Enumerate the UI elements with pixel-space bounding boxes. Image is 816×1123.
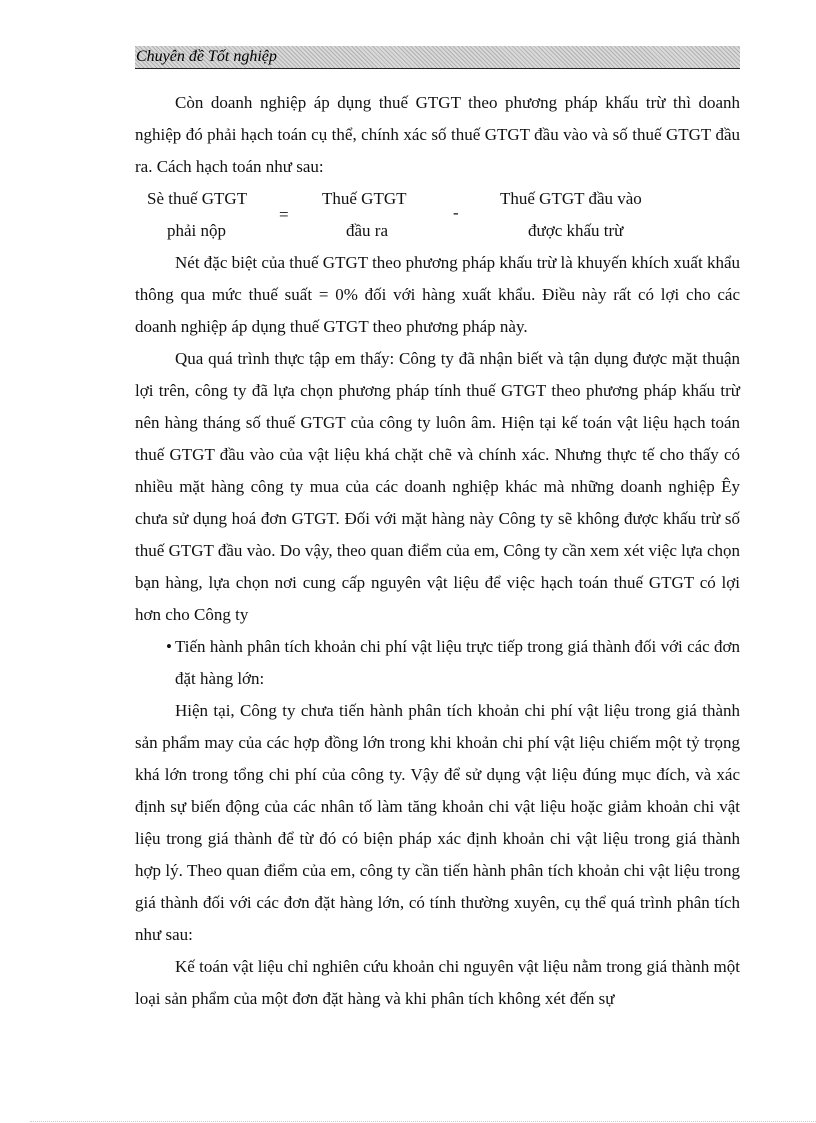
paragraph-internship-observation: Qua quá trình thực tập em thấy: Công ty đã nhận biết và tận dụng được mặt thuận lợi trên, công ty đã lựa chọn phương pháp tính thuế GTGT theo phương pháp khấu trừ nên hàng tháng số thuế GTGT của công ty luôn âm. Hiện tại kế toán vật liệu hạch toán thuế GTGT đầu vào của vật liệu khá chặt chẽ và chính xác. Nhưng thực tế cho thấy có nhiều mặt hàng công ty mua của các doanh nghiệp khác mà những doanh nghiệp Êy chưa sử dụng hoá đơn GTGT. Đối với mặt hàng này Công ty sẽ không được khấu trừ số thuế GTGT đầu vào. Do vậy, theo quan điểm của em, Công ty cần xem xét việc lựa chọn bạn hàng, lựa chọn nơi cung cấp nguyên vật liệu để việc hạch toán thuế GTGT có lợi hơn cho Công ty	[135, 349, 740, 624]
paragraph-export-benefit: Nét đặc biệt của thuế GTGT theo phương pháp khấu trừ là khuyến khích xuất khẩu thông qua mức thuế suất = 0% đối với hàng xuất khẩu. Điều này rất có lợi cho các doanh nghiệp áp dụng thuế GTGT theo phương pháp này.	[135, 253, 740, 336]
formula-term2-line2: đầu ra	[346, 221, 389, 240]
bullet-text: Tiến hành phân tích khoản chi phí vật liệu trực tiếp trong giá thành đối với các đơn đặt hàng lớn:	[175, 637, 740, 688]
formula-term2-line1: Thuế GTGT	[322, 189, 407, 208]
page-bottom-border	[30, 1121, 816, 1122]
tax-formula	[135, 183, 740, 247]
formula-equals: =	[279, 205, 289, 224]
paragraph-intro: Còn doanh nghiệp áp dụng thuế GTGT theo phương pháp khấu trừ thì doanh nghiệp đó phải hạch toán cụ thể, chính xác số thuế GTGT đầu vào và số thuế GTGT đầu ra. Cách hạch toán như sau:	[135, 93, 740, 176]
paragraph-material-accounting: Kế toán vật liệu chỉ nghiên cứu khoản chi nguyên vật liệu nằm trong giá thành một loại sản phẩm của một đơn đặt hàng và khi phân tích không xét đến sự	[135, 957, 740, 1008]
bullet-icon: •	[166, 637, 172, 656]
header-title: Chuyên đề Tốt nghiệp	[136, 48, 277, 65]
paragraph-current-situation: Hiện tại, Công ty chưa tiến hành phân tích khoản chi phí vật liệu trong giá thành sản phẩm may của các hợp đồng lớn trong khi khoản chi phí vật liệu chiếm một tỷ trọng khá lớn trong tổng chi phí của công ty. Vậy để sử dụng vật liệu đúng mục đích, và xác định sự biến động của các nhân tố làm tăng khoản chi vật liệu hoặc giảm khoản chi vật liệu trong giá thành để từ đó có biện pháp xác định khoản chi vật liệu trong giá thành hợp lý. Theo quan điểm của em, công ty cần tiến hành phân tích khoản chi vật liệu trong giá thành đối với các đơn đặt hàng lớn, có tính thường xuyên, cụ thể quá trình phân tích như sau:	[135, 701, 740, 944]
formula-term1-line1: Sè thuế GTGT	[147, 189, 248, 208]
bullet-item	[135, 631, 740, 695]
formula-minus: -	[453, 203, 459, 222]
formula-term3-line1: Thuế GTGT đầu vào	[500, 189, 642, 208]
formula-term1-line2: phải nộp	[167, 221, 227, 240]
document-body	[135, 87, 740, 1015]
page-header	[135, 46, 740, 69]
formula-term3-line2: được khấu trừ	[528, 221, 624, 240]
